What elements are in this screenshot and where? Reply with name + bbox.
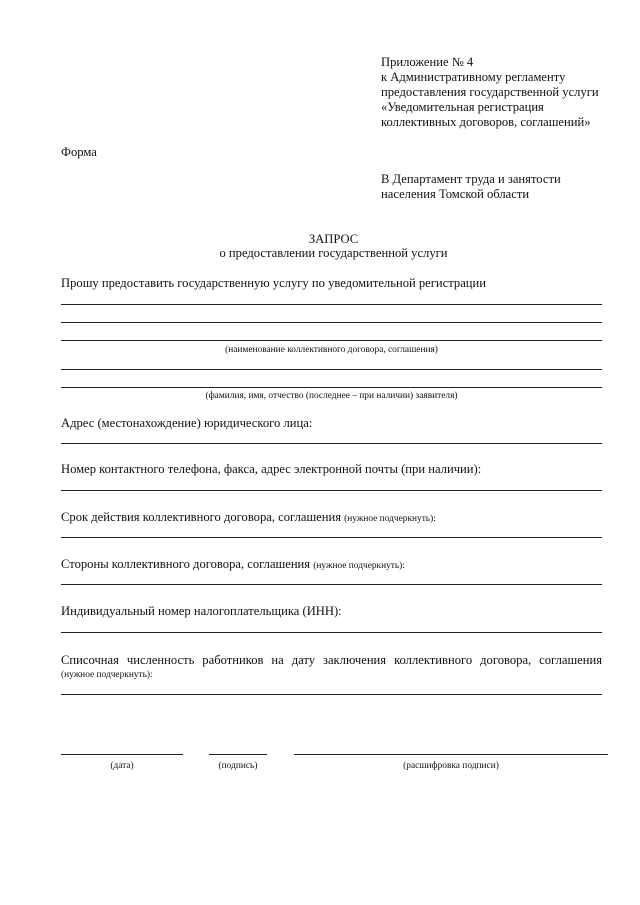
signature-decoding-caption: (расшифровка подписи) bbox=[403, 761, 499, 771]
parties-label bbox=[61, 557, 405, 574]
term-line[interactable] bbox=[61, 537, 602, 538]
addressee-line-2: населения Томской области bbox=[381, 187, 530, 201]
parties-line[interactable] bbox=[61, 584, 602, 585]
document-subtitle: о предоставлении государственной услуги bbox=[219, 246, 448, 260]
date-caption: (дата) bbox=[110, 761, 134, 771]
agreement-name-line-3[interactable] bbox=[61, 340, 602, 341]
inn-label: Индивидуальный номер налогоплательщика (ИНН): bbox=[61, 604, 342, 618]
signature-line[interactable] bbox=[209, 754, 267, 755]
agreement-name-line-1[interactable] bbox=[61, 304, 602, 305]
appendix-line-1: Приложение № 4 bbox=[381, 55, 474, 69]
addressee-line-1: В Департамент труда и занятости bbox=[381, 172, 561, 186]
signature-decoding-line[interactable] bbox=[294, 754, 608, 755]
agreement-name-caption: (наименование коллективного договора, соглашения) bbox=[225, 345, 438, 355]
inn-line[interactable] bbox=[61, 632, 602, 633]
contacts-label: Номер контактного телефона, факса, адрес электронной почты (при наличии): bbox=[61, 462, 482, 476]
headcount-note: (нужное подчеркнуть): bbox=[61, 670, 153, 680]
applicant-name-line-2[interactable] bbox=[61, 387, 602, 388]
applicant-name-caption: (фамилия, имя, отчество (последнее – при наличии) заявителя) bbox=[205, 391, 458, 401]
address-line[interactable] bbox=[61, 443, 602, 444]
term-note: (нужное подчеркнуть): bbox=[344, 514, 436, 524]
appendix-line-4: «Уведомительная регистрация bbox=[381, 100, 544, 114]
headcount-label: Списочная численность работников на дату заключения коллективного договора, соглашения bbox=[61, 653, 602, 667]
appendix-line-2: к Административному регламенту bbox=[381, 70, 566, 84]
headcount-line[interactable] bbox=[61, 694, 602, 695]
term-label bbox=[61, 510, 436, 527]
parties-note: (нужное подчеркнуть): bbox=[313, 561, 405, 571]
appendix-line-5: коллективных договоров, соглашений» bbox=[381, 115, 591, 129]
agreement-name-line-2[interactable] bbox=[61, 322, 602, 323]
form-label: Форма bbox=[61, 145, 97, 159]
address-label: Адрес (местонахождение) юридического лица: bbox=[61, 416, 313, 430]
request-text: Прошу предоставить государственную услугу по уведомительной регистрации bbox=[61, 276, 487, 290]
appendix-line-3: предоставления государственной услуги bbox=[381, 85, 599, 99]
contacts-line[interactable] bbox=[61, 490, 602, 491]
document-title: ЗАПРОС bbox=[308, 232, 359, 246]
parties-text: Стороны коллективного договора, соглашения bbox=[61, 557, 311, 571]
term-text: Срок действия коллективного договора, соглашения bbox=[61, 510, 342, 524]
applicant-name-line-1[interactable] bbox=[61, 369, 602, 370]
date-line[interactable] bbox=[61, 754, 183, 755]
signature-caption: (подпись) bbox=[218, 761, 258, 771]
